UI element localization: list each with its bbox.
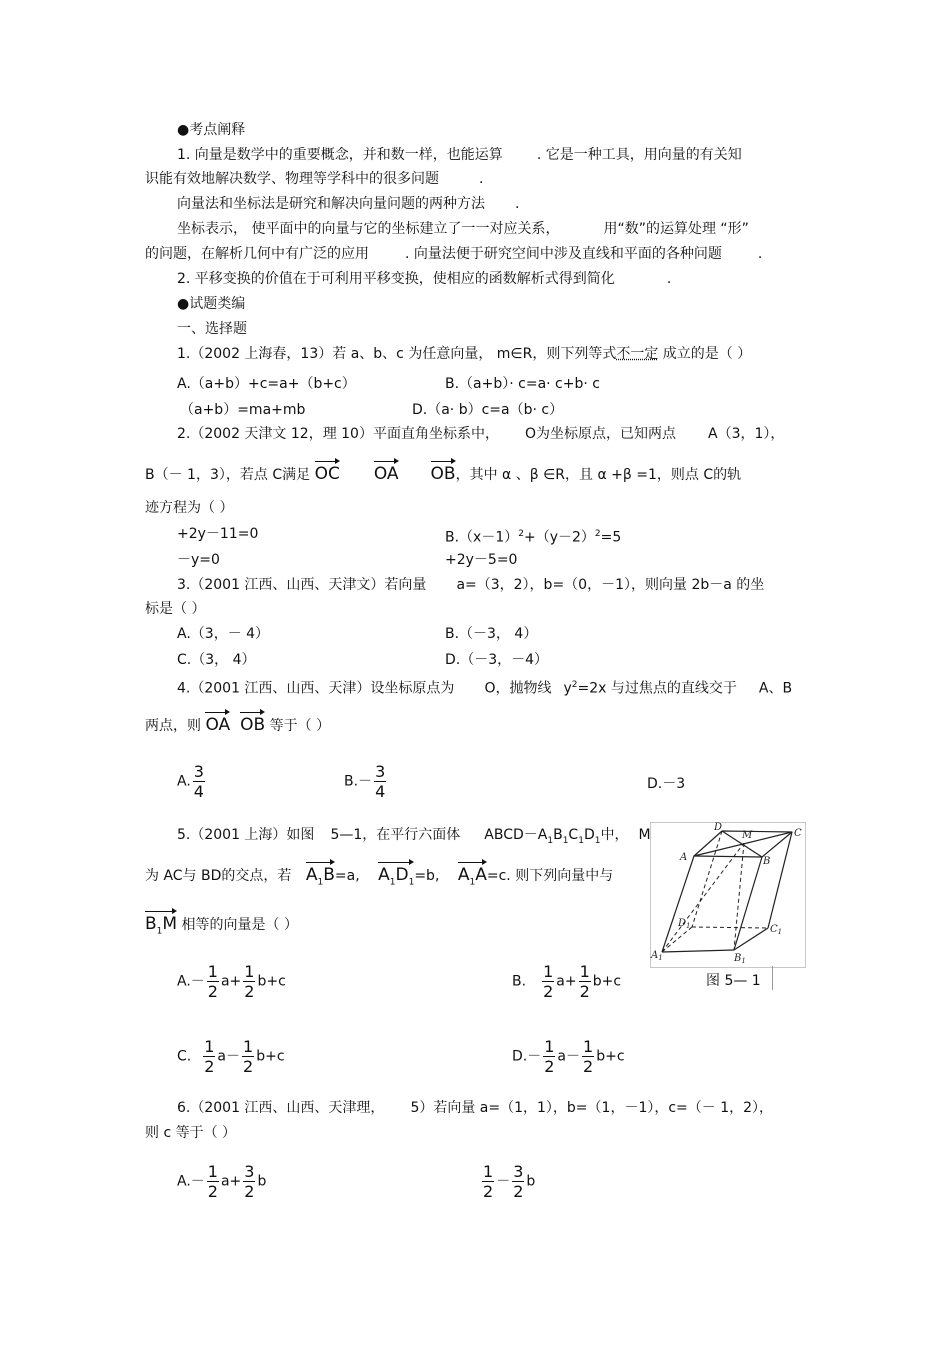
q3-stem-a: 3.（2001 江西、山西、天津文）若向量 (177, 577, 427, 593)
q3-option-d: D.（－3，－4） (445, 652, 549, 668)
q5-stem-line-1 (177, 826, 651, 850)
vector-a1a (458, 866, 487, 891)
q5-stem-c4: C (568, 827, 579, 843)
figure-caption: 图 5— 1 (706, 973, 761, 989)
option-label: A.－ (177, 1173, 205, 1190)
fraction (542, 962, 554, 1001)
para-1-line-2 (145, 170, 483, 188)
fraction-denominator: 2 (207, 982, 218, 1001)
q2-stem-line-2 (145, 465, 741, 484)
q2-option-b-c: =5 (600, 529, 622, 546)
fraction-numerator: 1 (544, 1037, 555, 1056)
q4-stem-line-2 (145, 716, 330, 735)
fraction (207, 1162, 219, 1201)
fraction-numerator: 1 (579, 962, 590, 981)
fraction-numerator: 1 (204, 1037, 215, 1056)
q5-stem-line-3 (145, 915, 298, 940)
q6-stem-line-1 (177, 1099, 773, 1117)
fraction (242, 1037, 254, 1076)
fraction-numerator: 1 (207, 962, 218, 981)
vec-letter: B (145, 914, 157, 934)
q5-sub: 1 (594, 835, 601, 846)
fraction (193, 762, 205, 801)
q3-stem-b: a=（3，2），b=（0，－1），则向量 2b－a 的坐 (456, 577, 765, 593)
vec-letter: D (395, 865, 409, 885)
para-3-text-c: 的问题，在解析几何中有广泛的应用 (145, 246, 369, 262)
option-label: C. (177, 1048, 192, 1065)
fraction-numerator: 1 (543, 962, 554, 981)
q5-stem-c: ABCD－A (484, 827, 548, 843)
q5-stem-a: 5.（2001 上海）如图 (177, 827, 315, 843)
fig-letter: C (770, 924, 778, 935)
fraction (207, 962, 219, 1001)
fraction (482, 1162, 494, 1201)
q5-eq3: =c. 则下列向量中与 (486, 868, 614, 884)
fig-sub: 1 (686, 922, 691, 930)
fraction-numerator: 1 (207, 1162, 218, 1181)
q4-stem-sup: 2 (571, 680, 578, 690)
fraction (579, 962, 591, 1001)
vec-letter: B (323, 865, 335, 885)
fig-label-d: D (714, 822, 723, 833)
q5-option-b (512, 962, 621, 1001)
fraction-numerator: 3 (244, 1162, 255, 1181)
q4-stem-d: =2x 与过焦点的直线交于 (577, 680, 737, 697)
vec-sub: 1 (408, 877, 415, 888)
fraction-denominator: 2 (543, 982, 554, 1001)
para-1-line-1 (177, 146, 742, 164)
option-term: a+ (220, 973, 242, 990)
q4-option-b (344, 762, 388, 801)
vector-oa: OA (373, 464, 399, 484)
vector-a1d1 (378, 866, 414, 891)
fraction-numerator: 3 (193, 762, 204, 781)
option-term: a－ (557, 1048, 581, 1065)
q4-line2-b: 等于（ ） (269, 718, 331, 734)
fraction-denominator: 2 (244, 982, 255, 1001)
option-term: a－ (217, 1048, 241, 1065)
vec-letter: M (162, 914, 178, 934)
q1-option-c: （a+b）=ma+mb (180, 402, 306, 418)
vec-sub: 1 (317, 877, 324, 888)
fig-sub: 1 (658, 954, 663, 962)
fraction-denominator: 2 (243, 1057, 254, 1076)
q5-sub: 1 (562, 835, 569, 846)
q1-stem (177, 345, 751, 363)
fraction-numerator: 1 (244, 962, 255, 981)
q6-option-b (480, 1162, 535, 1201)
q2-option-b-sup1: 2 (518, 529, 524, 539)
q1-option-d: D.（a· b）c=a（b· c） (412, 402, 564, 418)
fraction-numerator: 1 (583, 1037, 594, 1056)
q5-option-c (177, 1037, 285, 1076)
q5-stem-b: 5—1，在平行六面体 (330, 827, 461, 843)
option-label: A.－ (177, 973, 205, 990)
q2-stem-line-3: 迹方程为（ ） (145, 500, 234, 516)
q1-stem-a: 1.（2002 上海春，13）若 a、b、c 为任意向量， m∈R，则下列等式 (177, 346, 617, 362)
fig-label-a: A (680, 852, 688, 863)
q5-line3: 相等的向量是（ ） (181, 917, 298, 933)
q2-stem-line-1 (177, 425, 784, 443)
fig-label-a1 (650, 950, 663, 962)
vec-letter: A (378, 865, 390, 885)
q6-stem-b: 5）若向量 a=（1，1），b=（1，－1），c=（－ 1，2）， (410, 1100, 774, 1116)
para-3-line-1 (177, 220, 749, 238)
para-2 (177, 195, 519, 213)
q2-option-c: －y=0 (177, 552, 220, 568)
fig-letter: A (651, 950, 659, 961)
option-term: b+c (256, 1048, 285, 1065)
fraction-denominator: 4 (375, 782, 386, 801)
fraction-numerator: 1 (483, 1162, 494, 1181)
option-term: b+c (596, 1048, 625, 1065)
option-term: a+ (220, 1173, 242, 1190)
q5-option-a (177, 962, 286, 1001)
fraction-numerator: 3 (513, 1162, 524, 1181)
option-label: D.－ (512, 1048, 542, 1065)
q5-eq1: =a, (334, 868, 360, 884)
vec-sub: 1 (389, 877, 396, 888)
vec-letter: A (457, 865, 470, 885)
q2-stem-c: A（3，1）， (708, 426, 785, 442)
q1-stem-emphasis: 不一定 (616, 346, 659, 362)
para-1-text-c: 识能有效地解决数学、物理等学科中的很多问题 (145, 171, 439, 187)
q2-option-b-a: B.（x－1） (445, 529, 519, 546)
option-term: － (496, 1173, 511, 1190)
q1-option-b: B.（a+b）· c=a· c+b· c (445, 376, 600, 392)
fraction (582, 1037, 594, 1076)
q4-option-d: D.－3 (647, 776, 686, 792)
q2-option-b (445, 525, 621, 547)
para-4-text-a: 2. 平移变换的价值在于可利用平移变换，使相应的函数解析式得到简化 (177, 271, 615, 287)
para-3-text-e: . (757, 246, 763, 262)
q2-line2-b: ，其中 α 、β ∈R，且 α +β =1，则点 C的轨 (455, 467, 742, 483)
q3-option-b: B.（－3， 4） (445, 626, 538, 642)
vector-b1m (145, 915, 177, 940)
para-2-text-a: 向量法和坐标法是研究和解决向量问题的两种方法 (177, 196, 485, 212)
para-4-text-b: . (666, 271, 672, 287)
vec-sub: 1 (156, 926, 163, 937)
fraction-denominator: 2 (483, 1182, 494, 1201)
q2-line2-a: B（－ 1，3），若点 C满足 (145, 467, 311, 483)
q1-stem-b: 成立的是（ ） (662, 346, 752, 362)
q6-stem-a: 6.（2001 江西、山西、天津理， (177, 1100, 385, 1116)
q3-stem-line-1 (177, 576, 764, 594)
q4-option-a (177, 762, 207, 801)
fraction (243, 962, 255, 1001)
q5-stem-d: 中， (600, 827, 629, 843)
vector-a1b (306, 866, 335, 891)
vec-letter: A (305, 865, 318, 885)
q2-option-a: +2y－11=0 (177, 526, 259, 542)
vec-sub: 1 (469, 877, 476, 888)
fraction-numerator: 3 (375, 762, 386, 781)
fraction-numerator: 1 (243, 1037, 254, 1056)
para-4 (177, 270, 671, 288)
q3-option-c: C.（3， 4） (177, 652, 256, 668)
para-3-text-b: 用“数”的运算处理 “形” (603, 221, 749, 237)
q5-stem-c6: D (583, 827, 595, 843)
q6-option-a (177, 1162, 266, 1201)
sub-heading-choice: 一、选择题 (177, 321, 247, 337)
fraction (243, 1162, 255, 1201)
section-heading-problems: ●试题类编 (177, 296, 246, 312)
q5-sub: 1 (547, 835, 554, 846)
q4-option-b-label: B.－ (344, 773, 373, 790)
fig-label-c: C (794, 828, 802, 839)
parallelepiped-figure (650, 822, 806, 968)
q5-stem-e: M (638, 827, 651, 843)
para-1-text-d: . (479, 171, 484, 187)
q2-stem-a: 2.（2002 天津文 12，理 10）平面直角坐标系中， (177, 426, 499, 442)
q5-stem-line-2 (145, 866, 613, 891)
vector-oa-q4: OA (205, 715, 231, 735)
para-3-line-2 (145, 245, 762, 263)
fraction-denominator: 2 (544, 1057, 555, 1076)
q5-line2-a: 为 AC与 BD的交点，若 (145, 868, 292, 884)
q4-stem-line-1 (177, 676, 792, 698)
vec-letter: A (475, 865, 487, 885)
option-label: B. (512, 973, 527, 990)
fraction-denominator: 2 (583, 1057, 594, 1076)
q2-option-d: +2y－5=0 (445, 552, 518, 568)
fraction (374, 762, 386, 801)
q4-stem-a: 4.（2001 江西、山西、天津）设坐标原点为 (177, 680, 455, 697)
fraction (543, 1037, 555, 1076)
fraction (203, 1037, 215, 1076)
figure-border-line (772, 966, 773, 990)
fraction-denominator: 2 (204, 1057, 215, 1076)
q3-stem-line-2: 标是（ ） (145, 601, 206, 617)
fig-letter: D (678, 918, 687, 929)
fig-label-b1 (733, 953, 746, 965)
q4-option-a-label: A. (177, 773, 191, 790)
para-3-text-d: . 向量法便于研究空间中涉及直线和平面的各种问题 (405, 246, 722, 262)
para-3-text-a: 坐标表示， 使平面中的向量与它的坐标建立了一一对应关系， (177, 221, 560, 237)
q6-stem-line-2: 则 c 等于（ ） (145, 1125, 237, 1141)
para-2-text-b: . (515, 196, 520, 212)
fraction (512, 1162, 524, 1201)
q5-sub: 1 (578, 835, 584, 846)
option-term: b+c (592, 973, 622, 990)
q2-option-b-b: +（y－2） (523, 529, 595, 546)
vector-ob: OB (430, 464, 456, 484)
option-term: b (526, 1173, 536, 1190)
fraction-denominator: 2 (244, 1182, 255, 1201)
fig-label-c1 (770, 924, 782, 936)
option-term: b (257, 1173, 267, 1190)
q4-line2-a: 两点，则 (145, 718, 201, 734)
fraction-denominator: 2 (513, 1182, 524, 1201)
vector-oc: OC (314, 464, 340, 484)
q2-stem-b: O为坐标原点，已知两点 (524, 426, 676, 442)
q4-stem-b: O，抛物线 (484, 680, 552, 697)
fraction-denominator: 4 (193, 782, 204, 801)
q4-stem-c: y (563, 680, 572, 697)
q5-eq2: =b, (414, 868, 440, 884)
fig-sub: 1 (741, 957, 746, 965)
fraction-denominator: 2 (579, 982, 590, 1001)
q3-option-a: A.（3，－ 4） (177, 626, 270, 642)
para-1-text-b: . 它是一种工具，用向量的有关知 (536, 147, 742, 163)
fig-label-d1 (677, 918, 691, 930)
option-term: a+ (556, 973, 577, 990)
q5-option-d (512, 1037, 625, 1076)
para-1-text-a: 1. 向量是数学中的重要概念，并和数一样，也能运算 (177, 147, 503, 163)
q1-option-a: A.（a+b）+c=a+（b+c） (177, 376, 356, 392)
fig-label-m: M (742, 830, 753, 841)
q5-stem-c2: B (553, 827, 563, 843)
section-heading-exam-points: ●考点阐释 (177, 122, 246, 138)
fraction-denominator: 2 (207, 1182, 218, 1201)
q2-option-b-sup2: 2 (594, 529, 601, 539)
q4-stem-e: A、B (758, 680, 793, 697)
fig-letter: B (734, 953, 742, 964)
vector-ob-q4: OB (240, 715, 266, 735)
fig-label-b: B (763, 856, 771, 867)
option-term: b+c (257, 973, 286, 990)
fig-sub: 1 (777, 928, 783, 936)
